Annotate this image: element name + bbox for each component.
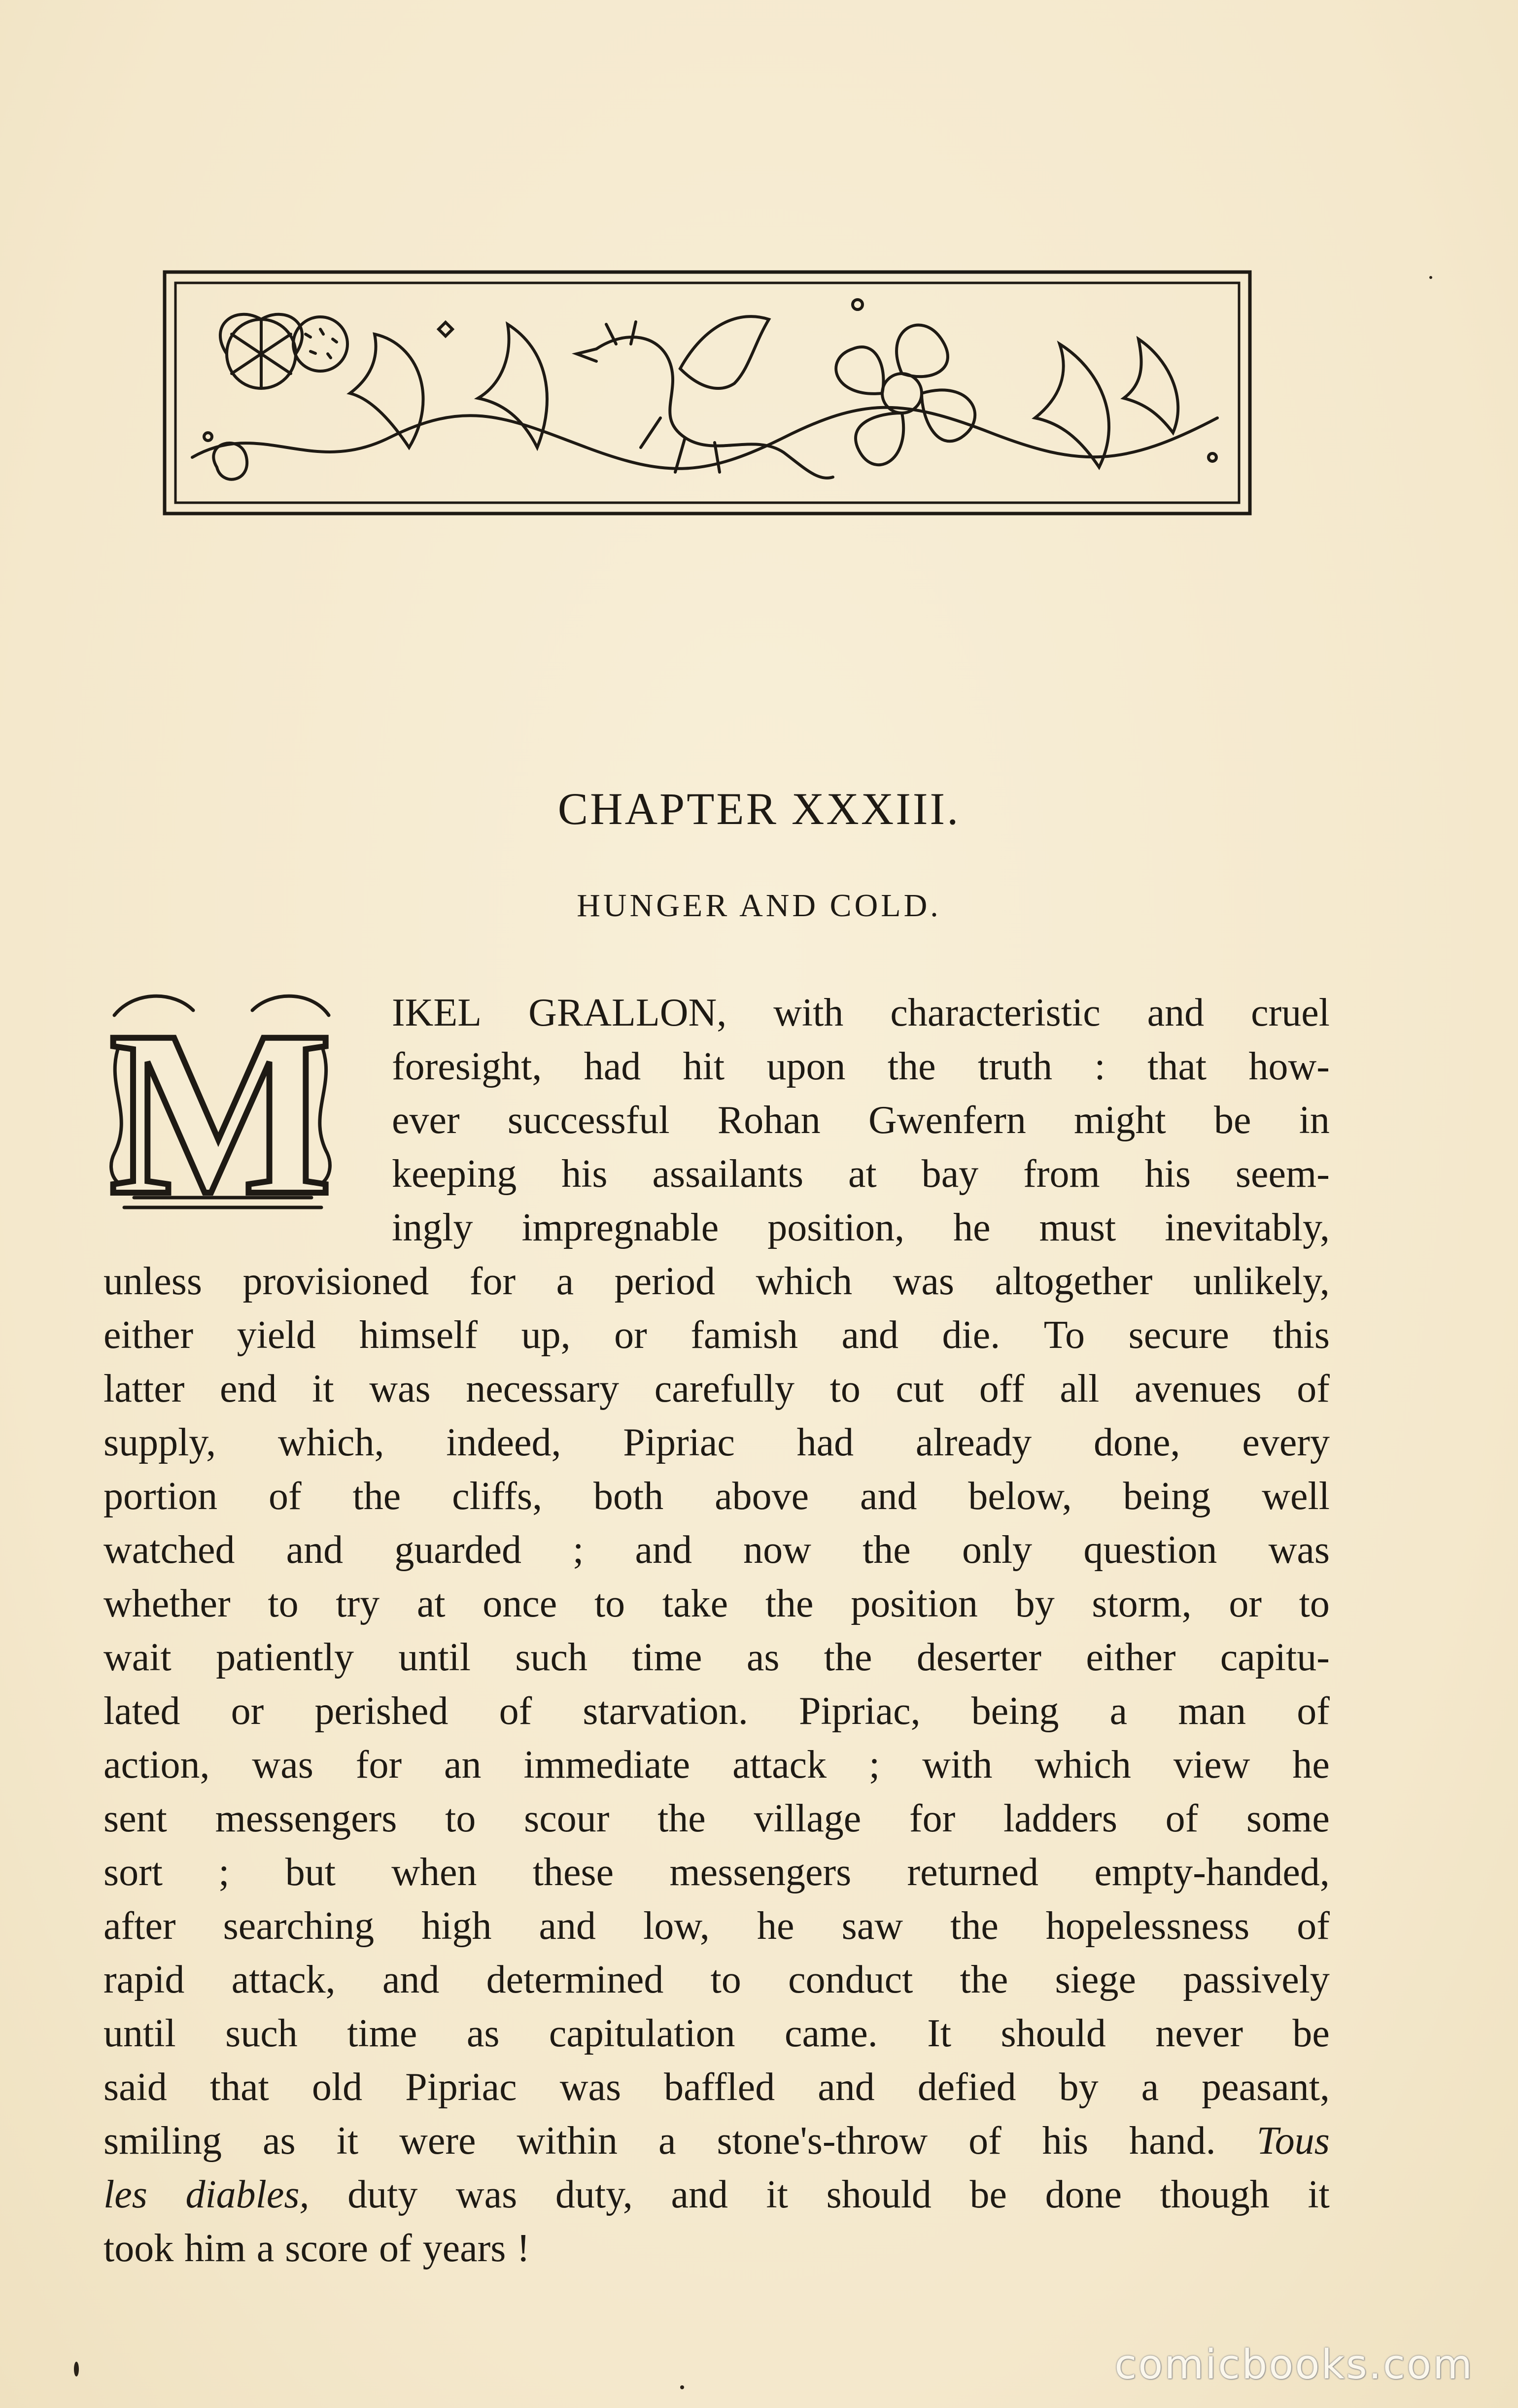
word: provisioned [242, 1260, 429, 1303]
word: the [352, 1475, 401, 1518]
word: had [584, 1045, 641, 1088]
word: and [818, 2065, 875, 2109]
word: when [391, 1851, 477, 1894]
word: such [515, 1636, 587, 1679]
word: seem- [1235, 1152, 1330, 1196]
text-line [392, 986, 1330, 1045]
chapter-title: CHAPTER XXXIII. [557, 784, 961, 834]
word: to [268, 1582, 299, 1625]
word: Pipriac [405, 2065, 517, 2109]
word: or [614, 1313, 647, 1357]
word: a [1109, 1689, 1128, 1733]
word: keeping [392, 1152, 517, 1196]
word: perished [314, 1689, 448, 1733]
word: impregnable [521, 1206, 719, 1249]
text-line [104, 1738, 1330, 1797]
word: himself [359, 1313, 478, 1357]
word: IKEL [392, 991, 482, 1034]
text-line [104, 1469, 1330, 1528]
word: latter [104, 1367, 185, 1410]
word: in [1299, 1099, 1330, 1142]
word: be [969, 2173, 1007, 2216]
word: carefully [654, 1367, 795, 1410]
word: low, [643, 1904, 710, 1948]
word: for [355, 1743, 402, 1787]
word: should [1000, 2012, 1106, 2055]
word: a [256, 2227, 275, 2270]
word: for [469, 1260, 516, 1303]
text-line [104, 1845, 1330, 1904]
word: as [746, 1636, 780, 1679]
text-line [104, 1791, 1330, 1851]
text-line [392, 1201, 1330, 1260]
word: being [1123, 1475, 1211, 1518]
text-line [104, 1684, 1330, 1743]
word: every [1242, 1421, 1330, 1464]
word: Rohan [717, 1099, 821, 1142]
word: of [1297, 1367, 1330, 1410]
word: had [796, 1421, 854, 1464]
print-speck [680, 2385, 684, 2389]
word: was [893, 1260, 955, 1303]
word: score [285, 2227, 368, 2270]
word: some [1246, 1797, 1330, 1840]
word: he [953, 1206, 991, 1249]
text-line [104, 2006, 1330, 2065]
word: position [851, 1582, 978, 1625]
word: Pipriac, [799, 1689, 921, 1733]
word: the [862, 1528, 911, 1572]
word: and [1147, 991, 1205, 1034]
word: took [104, 2227, 174, 2270]
text-line [104, 1362, 1330, 1421]
word: either [1086, 1636, 1176, 1679]
word: of [1297, 1689, 1330, 1733]
word: his [561, 1152, 608, 1196]
word: now [743, 1528, 811, 1572]
word: already [915, 1421, 1032, 1464]
word: cut [896, 1367, 944, 1410]
word: to [1299, 1582, 1330, 1625]
word: empty-handed, [1094, 1851, 1330, 1894]
word: ; [869, 1743, 880, 1787]
word: and [841, 1313, 899, 1357]
word: conduct [788, 1958, 913, 2001]
word: were [399, 2119, 476, 2163]
word: was [1268, 1528, 1330, 1572]
word: searching [223, 1904, 375, 1948]
word: being [971, 1689, 1059, 1733]
word: hit [683, 1045, 725, 1088]
word: within [517, 2119, 618, 2163]
word: cliffs, [452, 1475, 543, 1518]
site-watermark: comicbooks.com [1114, 2341, 1474, 2388]
word: to [710, 1958, 741, 2001]
word: his [1042, 2119, 1089, 2163]
word: lated [104, 1689, 180, 1733]
word: yield [237, 1313, 316, 1357]
text-line [392, 1039, 1330, 1099]
word: the [887, 1045, 936, 1088]
word: question [1083, 1528, 1217, 1572]
word: duty [347, 2173, 418, 2216]
word: said [104, 2065, 167, 2109]
word: try [336, 1582, 380, 1625]
word: wait [104, 1636, 172, 1679]
word: duty, [555, 2173, 633, 2216]
word: from [1023, 1152, 1100, 1196]
word: but [285, 1851, 336, 1894]
word: an [444, 1743, 482, 1787]
word: ingly [392, 1206, 473, 1249]
word: he [757, 1904, 794, 1948]
word: and [382, 1958, 440, 2001]
word: attack, [231, 1958, 336, 2001]
word: time [632, 1636, 702, 1679]
word: man [1178, 1689, 1246, 1733]
word: period [614, 1260, 716, 1303]
word: done, [1094, 1421, 1180, 1464]
word: It [927, 2012, 952, 2055]
word: cruel [1251, 991, 1330, 1034]
word: ever [392, 1099, 460, 1142]
word: might [1074, 1099, 1166, 1142]
word: the [765, 1582, 814, 1625]
word: smiling [104, 2119, 222, 2163]
word: and [860, 1475, 917, 1518]
text-line [104, 1254, 1330, 1313]
word: him [184, 2227, 246, 2270]
word: attack [732, 1743, 827, 1787]
print-speck [74, 2362, 79, 2376]
word: old [311, 2065, 363, 2109]
text-line [104, 2114, 1330, 2173]
word: hopelessness [1045, 1904, 1250, 1948]
word: successful [507, 1099, 670, 1142]
word: characteristic [890, 991, 1101, 1034]
word: bay [921, 1152, 979, 1196]
word: action, [104, 1743, 210, 1787]
word: famish [690, 1313, 798, 1357]
word: his [1144, 1152, 1191, 1196]
text-line [104, 1630, 1330, 1689]
word: which, [277, 1421, 384, 1464]
word: avenues [1134, 1367, 1262, 1410]
word: village [754, 1797, 862, 1840]
floral-dragon-headpiece-ornament [163, 270, 1252, 516]
word: up, [521, 1313, 571, 1357]
word: of [379, 2227, 412, 2270]
word: was [252, 1743, 313, 1787]
word: rapid [104, 1958, 185, 2001]
word: Tous [1256, 2119, 1330, 2163]
word: or [1229, 1582, 1262, 1625]
word: take [662, 1582, 728, 1625]
word: it [336, 2119, 359, 2163]
word: Gwenfern [868, 1099, 1026, 1142]
word: portion [104, 1475, 218, 1518]
word: came. [785, 2012, 878, 2055]
word: or [231, 1689, 264, 1733]
word: ; [218, 1851, 230, 1894]
word: should [826, 2173, 932, 2216]
word: messengers [215, 1797, 397, 1840]
word: altogether [995, 1260, 1153, 1303]
word: truth [978, 1045, 1053, 1088]
word: done [1045, 2173, 1122, 2216]
text-line [104, 1308, 1330, 1367]
word: this [1273, 1313, 1330, 1357]
word: guarded [394, 1528, 521, 1572]
word: it [766, 2173, 788, 2216]
word: and [539, 1904, 596, 1948]
word: well [1262, 1475, 1330, 1518]
word: To [1043, 1313, 1085, 1357]
word: foresight, [392, 1045, 542, 1088]
word: a [658, 2119, 676, 2163]
word: never [1155, 2012, 1243, 2055]
word: off [979, 1367, 1025, 1410]
word: starvation. [583, 1689, 748, 1733]
word: for [909, 1797, 956, 1840]
word: either [104, 1313, 194, 1357]
word: view [1173, 1743, 1250, 1787]
word: both [593, 1475, 664, 1518]
word: after [104, 1904, 176, 1948]
word: sort [104, 1851, 163, 1894]
word: until [104, 2012, 176, 2055]
word: a [556, 1260, 574, 1303]
word: at [416, 1582, 446, 1625]
word: by [1059, 2065, 1099, 2109]
word: be [1213, 1099, 1251, 1142]
word: : [1094, 1045, 1105, 1088]
text-line [104, 2221, 1330, 2280]
word: scour [524, 1797, 610, 1840]
word: was [369, 1367, 431, 1410]
word: siege [1055, 1958, 1136, 2001]
text-line [104, 2060, 1330, 2119]
word: as [466, 2012, 500, 2055]
word: unlikely, [1193, 1260, 1330, 1303]
word: must [1039, 1206, 1116, 1249]
word: that [209, 2065, 269, 2109]
word: of [1297, 1904, 1330, 1948]
print-speck [1429, 276, 1432, 279]
word: die. [942, 1313, 1000, 1357]
text-line [392, 1147, 1330, 1206]
word: he [1292, 1743, 1330, 1787]
word: capitu- [1220, 1636, 1330, 1679]
word: diables, [185, 2173, 310, 2216]
word: to [445, 1797, 476, 1840]
word: saw [841, 1904, 903, 1948]
word: that [1147, 1045, 1207, 1088]
word: a [1141, 2065, 1159, 2109]
word: returned [907, 1851, 1039, 1894]
word: the [960, 1958, 1008, 2001]
word: the [950, 1904, 999, 1948]
word: patiently [216, 1636, 354, 1679]
word: of [968, 2119, 1001, 2163]
word: and [286, 1528, 344, 1572]
word: which [756, 1260, 853, 1303]
word: unless [104, 1260, 202, 1303]
word: baffled [664, 2065, 775, 2109]
word: until [398, 1636, 471, 1679]
word: upon [766, 1045, 846, 1088]
word: passively [1183, 1958, 1330, 2001]
word: immediate [523, 1743, 690, 1787]
text-line [104, 1415, 1330, 1475]
word: storm, [1092, 1582, 1192, 1625]
text-line [104, 1577, 1330, 1636]
word: by [1015, 1582, 1055, 1625]
word: determined [486, 1958, 664, 2001]
word: hand. [1129, 2119, 1216, 2163]
word: how- [1248, 1045, 1330, 1088]
word: years [422, 2227, 506, 2270]
word: to [594, 1582, 625, 1625]
word: above [715, 1475, 809, 1518]
word: the [657, 1797, 706, 1840]
word: of [1165, 1797, 1199, 1840]
word: only [962, 1528, 1033, 1572]
text-line [104, 1953, 1330, 2012]
word: sent [104, 1797, 167, 1840]
word: to [829, 1367, 861, 1410]
decorated-drop-cap-m [104, 986, 337, 1218]
word: inevitably, [1165, 1206, 1330, 1249]
word: supply, [104, 1421, 216, 1464]
word: capitulation [549, 2012, 735, 2055]
word: time [347, 2012, 417, 2055]
text-line [104, 1899, 1330, 1958]
word: watched [104, 1528, 235, 1572]
word: assailants [652, 1152, 804, 1196]
word: be [1292, 2012, 1330, 2055]
word: as [263, 2119, 296, 2163]
word: whether [104, 1582, 231, 1625]
word: position, [767, 1206, 905, 1249]
drop-cap-letter: M [109, 986, 333, 1218]
word: GRALLON, [528, 991, 727, 1034]
word: secure [1128, 1313, 1229, 1357]
word: of [268, 1475, 302, 1518]
word: was [559, 2065, 621, 2109]
word: all [1060, 1367, 1100, 1410]
word: at [848, 1152, 877, 1196]
text-line [104, 1523, 1330, 1582]
chapter-subtitle: HUNGER AND COLD. [577, 888, 941, 924]
word: it [1308, 2173, 1330, 2216]
word: was [455, 2173, 518, 2216]
word: which [1035, 1743, 1131, 1787]
word: the [824, 1636, 872, 1679]
text-line [104, 2167, 1330, 2227]
word: indeed, [446, 1421, 561, 1464]
word: messengers [669, 1851, 852, 1894]
word: peasant, [1202, 2065, 1330, 2109]
word: these [532, 1851, 614, 1894]
word: below, [968, 1475, 1072, 1518]
word: defied [917, 2065, 1016, 2109]
word: end [219, 1367, 277, 1410]
word: deserter [916, 1636, 1042, 1679]
word: les [104, 2173, 147, 2216]
text-line [392, 1093, 1330, 1152]
word: with [922, 1743, 993, 1787]
word: ladders [1003, 1797, 1117, 1840]
word: it [312, 1367, 334, 1410]
word: with [773, 991, 844, 1034]
word: and [635, 1528, 692, 1572]
word: stone's-throw [717, 2119, 928, 2163]
word: and [671, 2173, 728, 2216]
word: such [225, 2012, 298, 2055]
word: though [1160, 2173, 1270, 2216]
word: ! [517, 2227, 530, 2270]
word: once [483, 1582, 557, 1625]
word: Pipriac [623, 1421, 735, 1464]
word: ; [573, 1528, 584, 1572]
word: of [499, 1689, 532, 1733]
word: high [421, 1904, 492, 1948]
word: necessary [466, 1367, 620, 1410]
